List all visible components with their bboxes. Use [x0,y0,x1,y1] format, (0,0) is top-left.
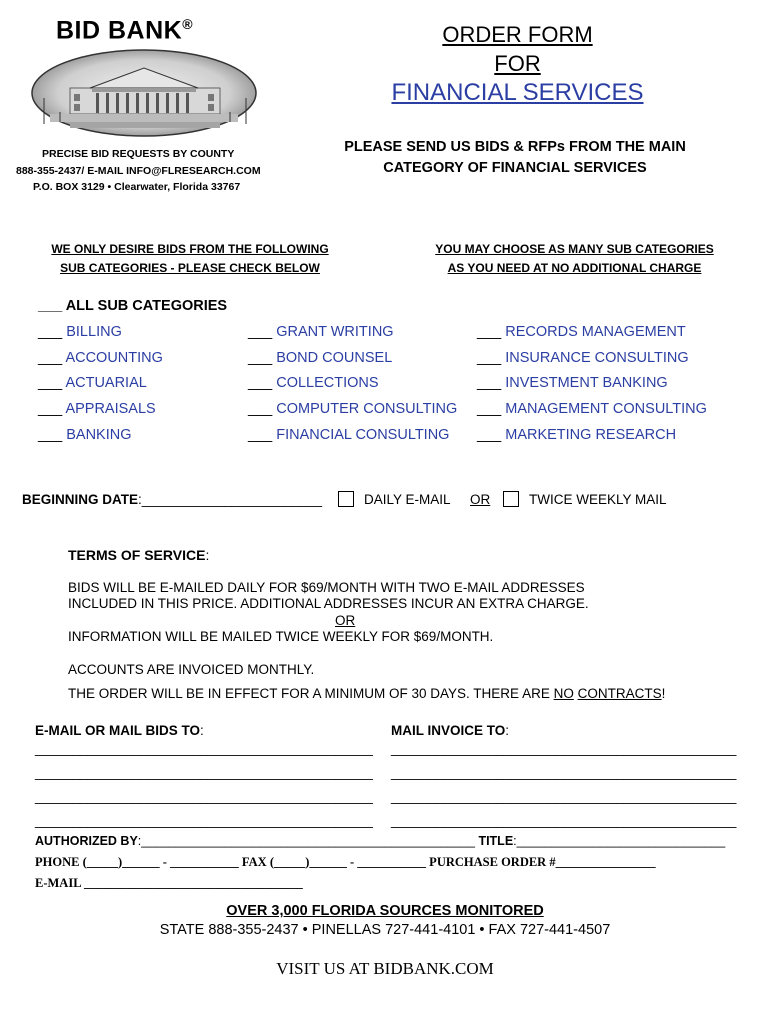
left-section-header [20,240,360,278]
terms-heading [68,547,209,563]
option-banking[interactable] [38,427,132,443]
option-label: INVESTMENT BANKING [505,375,668,391]
option-management-consulting[interactable] [477,401,707,417]
terms-or: OR [335,613,356,628]
twice-weekly-checkbox[interactable] [503,491,519,507]
option-label: ACTUARIAL [65,375,147,391]
left-header-line-2: SUB CATEGORIES - PLEASE CHECK BELOW [60,261,320,275]
logo-tagline: PRECISE BID REQUESTS BY COUNTY [42,148,235,160]
beginning-date-blank[interactable]: :________________________ [138,492,322,507]
building-engraving-logo [30,48,258,138]
daily-email-label: DAILY E-MAIL [364,492,451,507]
brand-logo-text: BID BANK® [56,16,194,45]
title-label: TITLE [478,834,514,848]
checkbox-blank[interactable]: ___ [38,298,63,314]
beginning-date-label: BEGINNING DATE [22,492,139,507]
option-label: BILLING [66,324,122,340]
terms-line-5-a: THE ORDER WILL BE IN EFFECT FOR A MINIMUM OF 30 DAYS. THERE ARE [68,686,554,701]
checkbox-blank[interactable]: ___ [38,375,63,391]
intro-text [300,137,730,179]
option-appraisals[interactable] [38,401,156,417]
twice-weekly-label: TWICE WEEKLY MAIL [529,492,667,507]
email-or-mail-colon: : [200,723,204,738]
option-label: RECORDS MANAGEMENT [505,324,686,340]
title-block [380,20,655,108]
checkbox-blank[interactable]: ___ [38,427,63,443]
checkbox-blank[interactable]: ___ [38,324,63,340]
option-label: MANAGEMENT CONSULTING [505,401,707,417]
mail-invoice-label-text: MAIL INVOICE TO [391,723,506,738]
authorized-by-field[interactable] [35,834,725,848]
option-label: MARKETING RESEARCH [505,427,677,443]
option-label: BOND COUNSEL [276,350,393,366]
option-label: INSURANCE CONSULTING [505,350,689,366]
footer-sources: OVER 3,000 FLORIDA SOURCES MONITORED [226,903,544,919]
checkbox-blank[interactable]: ___ [477,324,502,340]
terms-line-4: ACCOUNTS ARE INVOICED MONTHLY. [68,662,315,677]
terms-heading-colon: : [205,547,210,563]
terms-exclaim: ! [661,686,666,701]
option-financial-consulting[interactable] [248,427,449,443]
checkbox-blank[interactable]: ___ [248,427,273,443]
footer-website[interactable]: VISIT US AT BIDBANK.COM [276,959,494,978]
option-label: ALL SUB CATEGORIES [65,298,228,314]
invoice-line-1[interactable]: ______________________________________________ [391,741,737,756]
title-line-1: ORDER FORM [442,22,593,47]
checkbox-blank[interactable]: ___ [477,401,502,417]
checkbox-blank[interactable]: ___ [477,427,502,443]
option-records-management[interactable] [477,324,686,340]
option-label: ACCOUNTING [65,350,163,366]
mail-bids-line-4[interactable]: _____________________________________________ [35,813,373,828]
intro-line-1: PLEASE SEND US BIDS & RFPs FROM THE MAIN [344,139,686,155]
option-bond-counsel[interactable] [248,350,392,366]
right-header-line-2: AS YOU NEED AT NO ADDITIONAL CHARGE [447,261,702,275]
checkbox-blank[interactable]: ___ [38,401,63,417]
option-label: FINANCIAL CONSULTING [276,427,450,443]
email-or-mail-label-text: E-MAIL OR MAIL BIDS TO [35,723,201,738]
mail-invoice-label [391,723,509,738]
checkbox-blank[interactable]: ___ [477,375,502,391]
beginning-date-field[interactable] [22,492,322,507]
option-insurance-consulting[interactable] [477,350,689,366]
option-marketing-research[interactable] [477,427,676,443]
terms-line-2: INCLUDED IN THIS PRICE. ADDITIONAL ADDRESSES INCUR AN EXTRA CHARGE. [68,596,589,611]
checkbox-blank[interactable]: ___ [477,350,502,366]
invoice-line-2[interactable]: ______________________________________________ [391,765,737,780]
terms-no: NO [553,686,574,701]
mail-bids-line-3[interactable]: _____________________________________________ [35,789,373,804]
option-accounting[interactable] [38,350,163,366]
option-label: COMPUTER CONSULTING [276,401,458,417]
or-label: OR [470,492,491,507]
option-investment-banking[interactable] [477,375,668,391]
page-title: FINANCIAL SERVICES [391,79,644,106]
option-label: APPRAISALS [65,401,156,417]
email-or-mail-label [35,723,204,738]
option-all-sub-categories[interactable] [38,298,227,314]
logo-contact: 888-355-2437/ E-MAIL INFO@FLRESEARCH.COM [16,165,261,177]
option-computer-consulting[interactable] [248,401,457,417]
right-header-line-1: YOU MAY CHOOSE AS MANY SUB CATEGORIES [435,242,714,256]
email-field[interactable]: E-MAIL ___________________________________ [35,876,303,890]
mail-bids-line-1[interactable]: _____________________________________________ [35,741,373,756]
option-collections[interactable] [248,375,379,391]
option-label: COLLECTIONS [276,375,379,391]
invoice-line-3[interactable]: ______________________________________________ [391,789,737,804]
terms-line-1: BIDS WILL BE E-MAILED DAILY FOR $69/MONTH WITH TWO E-MAIL ADDRESSES [68,580,585,595]
checkbox-blank[interactable]: ___ [248,324,273,340]
mail-invoice-colon: : [505,723,510,738]
left-header-line-1: WE ONLY DESIRE BIDS FROM THE FOLLOWING [51,242,329,256]
footer-phones: STATE 888-355-2437 • PINELLAS 727-441-4101 • FAX 727-441-4507 [159,922,611,938]
option-grant-writing[interactable] [248,324,394,340]
daily-email-checkbox[interactable] [338,491,354,507]
checkbox-blank[interactable]: ___ [248,401,273,417]
terms-line-5 [68,686,665,701]
logo-address: P.O. BOX 3129 • Clearwater, Florida 33767 [33,181,241,193]
mail-bids-line-2[interactable]: _____________________________________________ [35,765,373,780]
authorized-by-label: AUTHORIZED BY [35,834,138,848]
title-blank[interactable]: :______________________________ [513,834,726,848]
option-actuarial[interactable] [38,375,147,391]
checkbox-blank[interactable]: ___ [248,350,273,366]
terms-line-3: INFORMATION WILL BE MAILED TWICE WEEKLY FOR $69/MONTH. [68,629,494,644]
intro-line-2: CATEGORY OF FINANCIAL SERVICES [383,160,647,176]
option-label: BANKING [66,427,132,443]
checkbox-blank[interactable]: ___ [38,350,63,366]
checkbox-blank[interactable]: ___ [248,375,273,391]
phone-fax-po-field[interactable]: PHONE (_____)______ - ___________ FAX (_____)______ - ___________ PURCHASE ORDER #________________ [35,855,656,869]
option-billing[interactable] [38,324,122,340]
right-section-header [402,240,747,278]
terms-heading-text: TERMS OF SERVICE [68,547,206,563]
title-line-2: FOR [494,51,541,76]
option-label: GRANT WRITING [276,324,394,340]
terms-contracts: CONTRACTS [577,686,662,701]
authorized-by-blank[interactable]: :________________________________________________ [137,834,475,848]
invoice-line-4[interactable]: ______________________________________________ [391,813,737,828]
